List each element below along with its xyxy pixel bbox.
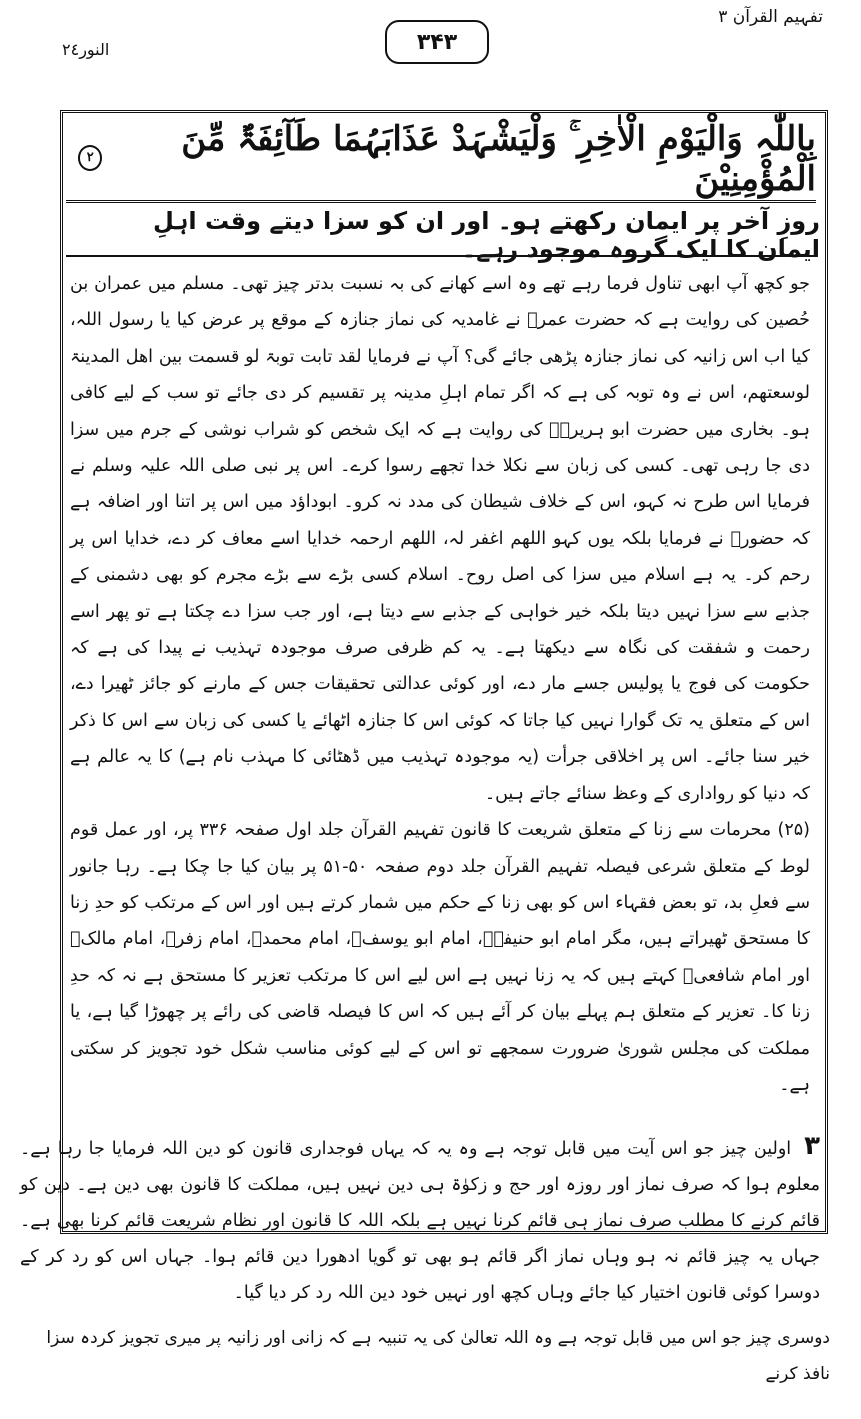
note-text: اولین چیز جو اس آیت میں قابل توجہ ہے وہ یہ کہ یہاں فوجداری قانون کو دین اللہ فرمایا جا رہا ہے۔ معلوم ہوا کہ صرف نماز اور روزہ اور حج و زکوٰۃ ہی دین نہیں ہیں، مملکت کا قانون بھی دین ہے۔ دین کو قائم کرنے کا مطلب صرف نماز ہی قائم کرنا نہیں ہے بلکہ اللہ کا قانون اور نظام شریعت قائم کرنا بھی ہے۔ جہاں یہ چیز قائم نہ ہو وہاں نماز اگر قائم ہو بھی تو گویا ادھورا دین قائم ہوا۔ جہاں اس کو رد کر کے دوسرا کوئی قانون اختیار کیا جائے وہاں کچھ اور نہیں خود دین اللہ رد کر دیا گیا۔ bbox=[20, 1139, 820, 1303]
quran-verse-text: بِاللّٰہِ وَالْیَوْمِ الْاٰخِرِ ۚ وَلْیَشْہَدْ عَذَابَہُمَا طَآئِفَۃٌ مِّنَ الْمُؤْمِنِیْنَ bbox=[181, 118, 816, 199]
continuation-text: دوسری چیز جو اس میں قابل توجہ ہے وہ اللہ تعالیٰ کی یہ تنبیہ ہے کہ زانی اور زانیہ پر میری تجویز کردہ سزا نافذ کرنے bbox=[46, 1328, 830, 1384]
commentary-paragraph: جو کچھ آپ ابھی تناول فرما رہے تھے وہ اسے کھانے کی بہ نسبت بدتر چیز تھی۔ مسلم میں عمران بن حُصین کی روایت ہے کہ حضرت عمرؓ نے غامدیہ کی نماز جنازہ کے موقع پر عرض کیا یا رسول اللہ، کیا اب اس زانیہ کی نماز جنازہ پڑھی جائے گی؟ آپ نے فرمایا لقد تابت توبۃ لو قسمت بین اھل المدینۃ لوسعتھم، اس نے وہ توبہ کی ہے کہ اگر تمام اہلِ مدینہ پر تقسیم کر دی جائے تو سب کے لیے کافی ہو۔ بخاری میں حضرت ابو ہریرہؓ کی روایت ہے کہ ایک شخص کو شراب نوشی کے جرم میں سزا دی جا رہی تھی۔ کسی کی زبان سے نکلا خدا تجھے رسوا کرے۔ اس پر نبی صلی اللہ علیہ وسلم نے فرمایا اس طرح نہ کہو، اس کے خلاف شیطان کی مدد نہ کرو۔ ابوداؤد میں اس پر اتنا اور اضافہ ہے کہ حضورؐ نے فرمایا بلکہ یوں کہو اللھم اغفر لہ، اللھم ارحمہ خدایا اسے معاف کر دے، خدایا اس پر رحم کر۔ یہ ہے اسلام میں سزا کی اصل روح۔ اسلام کسی بڑے سے بڑے مجرم کو بھی دشمنی کے جذبے سے سزا نہیں دیتا بلکہ خیر خواہی کے جذبے سے دیتا ہے، اور جب سزا دے چکتا ہے تو پھر اسے رحمت و شفقت کی نگاہ سے دیکھتا ہے۔ یہ کم ظرفی صرف موجودہ تہذیب نے پیدا کی ہے کہ حکومت کی فوج یا پولیس جسے مار دے، اور کوئی عدالتی تحقیقات جس کے مارنے کو جائز ٹھیرا دے، اس کے متعلق یہ تک گوارا نہیں کیا جاتا کہ کوئی اس کا جنازہ اٹھائے یا کسی کی زبان سے اس کا ذکر خیر سنا جائے۔ اس پر اخلاقی جرأت (یہ موجودہ تہذیب میں ڈھٹائی کا مہذب نام ہے) کا یہ عالم ہے کہ دنیا کو رواداری کے وعظ سنائے جاتے ہیں۔ bbox=[70, 274, 810, 804]
note-section-3 bbox=[20, 1128, 820, 1311]
footnote-25: (۲۵) محرمات سے زنا کے متعلق شریعت کا قانون تفہیم القرآن جلد اول صفحہ ۳۳۶ پر، اور عمل قوم لوط کے متعلق شرعی فیصلہ تفہیم القرآن جلد دوم صفحہ ۵۰-۵۱ پر بیان کیا جا چکا ہے۔ رہا جانور سے فعلِ بد، تو بعض فقہاء اس کو بھی زنا کے حکم میں شمار کرتے ہیں اور اس کے مرتکب کو حدِ زنا کا مستحق ٹھیراتے ہیں، مگر امام ابو حنیفہؒ، امام ابو یوسفؒ، امام محمدؒ، امام زفرؒ، امام مالکؒ اور امام شافعیؒ کہتے ہیں کہ یہ زنا نہیں ہے اس لیے اس کا مرتکب تعزیر کا مستحق ہے نہ کہ حدِ زنا کا۔ تعزیر کے متعلق ہم پہلے بیان کر آئے ہیں کہ اس کا فیصلہ قاضی کی رائے پر چھوڑا گیا ہے، یا مملکت کی مجلس شوریٰ ضرورت سمجھے تو اس کے لیے کوئی مناسب شکل خود تجویز کر سکتی ہے۔ bbox=[70, 820, 810, 1095]
page-number: ۳۴۳ bbox=[416, 29, 458, 55]
header-book-title: تفہیم القرآن ۳ bbox=[718, 7, 823, 27]
page-number-badge bbox=[385, 20, 489, 64]
page-header bbox=[0, 0, 861, 68]
quran-verse-bar bbox=[66, 116, 816, 203]
verse-number-marker: ۲ bbox=[78, 145, 102, 171]
divider-line bbox=[66, 255, 816, 257]
header-surah-label: النور٢٤ bbox=[62, 40, 110, 59]
verse-translation: روزِ آخر پر ایمان رکھتے ہو۔ اور ان کو سزا دیتے وقت اہلِ ایمان کا ایک گروہ موجود رہے۔ bbox=[152, 207, 820, 263]
note-number: ۳ bbox=[804, 1131, 820, 1161]
commentary-body bbox=[70, 266, 810, 1103]
